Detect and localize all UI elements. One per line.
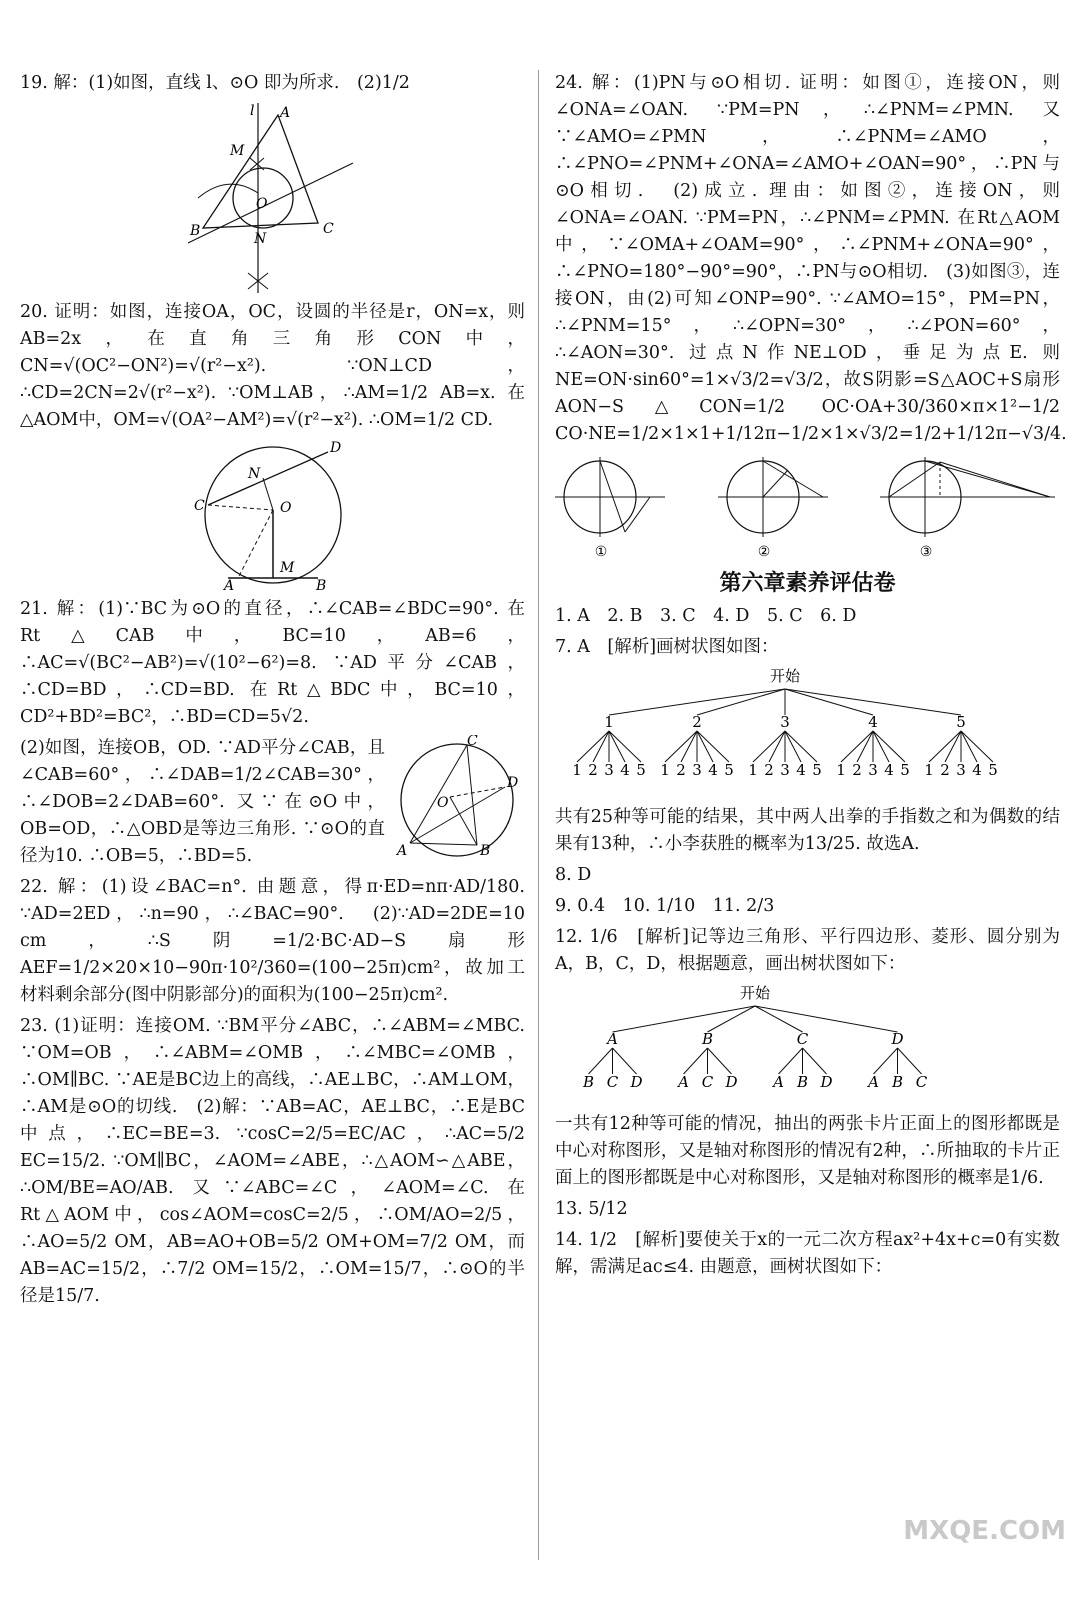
tree1-leaf: 5 (636, 761, 646, 779)
figure-20-circle-chords (188, 440, 358, 590)
tree-diagram-2 (555, 982, 955, 1102)
answers-1-6: 1. A 2. B 3. C 4. D 5. C 6. D (555, 606, 857, 626)
answer-7: 7. A [解析]画树状图如图： (555, 637, 779, 657)
tree-diagram-1 (555, 665, 1015, 795)
answer-12: 12. 1/6 [解析]记等边三角形、平行四边形、菱形、圆分别为A，B，C，D，根据题意，画出树状图如下： (555, 927, 1060, 974)
label-A: A (397, 843, 408, 859)
tree2-node: D (891, 1030, 904, 1048)
tree1-leaf: 4 (884, 761, 894, 779)
label-B: B (480, 843, 491, 859)
tree1-leaf: 4 (620, 761, 630, 779)
tree1-branch (785, 689, 873, 715)
tree1-leaf: 3 (604, 761, 614, 779)
tree1-leaf-branch (873, 731, 905, 762)
tree1-leaf-branch (593, 731, 609, 762)
tree1-leaf: 1 (660, 761, 670, 779)
answer-12-explanation: 一共有12种等可能的情况，抽出的两张卡片正面上的图形都既是中心对称图形，又是轴对称图形的情况有2种，∴所抽取的卡片正面上的图形都既是中心对称图形，又是轴对称图形的概率是1/6. (555, 1114, 1060, 1188)
label-A: A (223, 578, 234, 590)
tree1-leaf: 3 (780, 761, 790, 779)
tree2-leaf-branch (803, 1048, 827, 1074)
tree1-node: 4 (868, 713, 878, 731)
tree1-node: 3 (780, 713, 790, 731)
answer-21-part2: (2)如图，连接OB，OD. ∵AD平分∠CAB，且∠CAB=60°，∴∠DAB=1/2∠CAB=30°，∴∠DOB=2∠DAB=60°. 又∵在⊙O中，OB=OD，∴△OBD是等边三角形. ∵⊙O的直径为10. ∴OB=5，∴BD=5. (20, 738, 385, 866)
tree1-leaf-branch (785, 731, 817, 762)
label-A: A (279, 105, 290, 121)
figure-24-1 (555, 452, 675, 562)
tree1-leaf-branch (577, 731, 609, 762)
tree2-leaf-branch (684, 1048, 708, 1074)
tree1-leaf-branch (929, 731, 961, 762)
label-B: B (189, 223, 200, 239)
label-D: D (507, 775, 519, 791)
tree2-node: C (796, 1030, 809, 1048)
figure-label-3: ③ (919, 544, 933, 560)
tree1-leaf-branch (681, 731, 697, 762)
tree1-leaf: 4 (796, 761, 806, 779)
tree2-node: A (607, 1030, 618, 1048)
figure-24-3 (880, 452, 1060, 562)
answers-9-11: 9. 0.4 10. 1/10 11. 2/3 (555, 896, 775, 916)
label-C: C (193, 498, 205, 514)
tree2-leaf: B (891, 1073, 904, 1091)
answer-13: 13. 5/12 (555, 1199, 628, 1219)
tree1-leaf-branch (961, 731, 977, 762)
tree2-leaf: C (606, 1073, 619, 1091)
tree2-leaf: B (796, 1073, 809, 1091)
tree1-leaf: 4 (708, 761, 718, 779)
tree2-leaf-branch (708, 1048, 732, 1074)
label-N: N (253, 231, 266, 247)
tree2-root: 开始 (739, 984, 771, 1002)
label-O: O (437, 795, 449, 811)
tree2-branch (613, 1006, 756, 1032)
tree1-leaf-branch (945, 731, 961, 762)
tree1-leaf: 1 (924, 761, 934, 779)
tree1-leaf: 5 (812, 761, 822, 779)
tree2-leaf-branch (779, 1048, 803, 1074)
label-D: D (329, 440, 341, 456)
tree1-node: 2 (692, 713, 702, 731)
tree1-leaf: 5 (724, 761, 734, 779)
tree1-leaf: 2 (764, 761, 774, 779)
figure-label-1: ① (594, 544, 608, 560)
tree1-leaf: 1 (836, 761, 846, 779)
tree1-leaf-branch (769, 731, 785, 762)
tree1-leaf-branch (697, 731, 713, 762)
tree1-leaf: 1 (748, 761, 758, 779)
column-divider (538, 70, 539, 1560)
answer-19: 19. 解：(1)如图，直线 l、⊙O 即为所求. (2)1/2 (20, 73, 410, 93)
tree1-leaf: 2 (588, 761, 598, 779)
tree1-branch (697, 689, 785, 715)
tree1-leaf: 2 (940, 761, 950, 779)
tree2-leaf: C (915, 1073, 928, 1091)
tree1-leaf: 2 (852, 761, 862, 779)
label-M: M (279, 560, 294, 576)
figure-24-row (555, 452, 1060, 562)
tree1-node: 1 (604, 713, 614, 731)
left-column (20, 70, 525, 1314)
tree2-leaf: A (678, 1073, 689, 1091)
tree1-leaf: 5 (988, 761, 998, 779)
tree1-leaf-branch (609, 731, 641, 762)
label-B: B (315, 578, 326, 590)
tree1-leaf-branch (609, 731, 625, 762)
tree2-leaf-branch (874, 1048, 898, 1074)
answer-8: 8. D (555, 865, 592, 885)
tree2-leaf-branch (613, 1048, 637, 1074)
answer-20: 20. 证明：如图，连接OA，OC，设圆的半径是r，ON=x，则AB=2x，在直角三角形CON中，CN=√(OC²−ON²)=√(r²−x²). ∵ON⊥CD，∴CD=2CN=2√(r²−x²). ∵OM⊥AB，∴AM=1/2 AB=x. 在△AOM中，OM=√(OA²−AM²)=√(r²−x²). ∴OM=1/2 CD. (20, 302, 525, 430)
watermark-logo: MXQE.COM (903, 1516, 1066, 1546)
tree2-leaf: A (773, 1073, 784, 1091)
answer-23: 23. (1)证明：连接OM. ∵BM平分∠ABC，∴∠ABM=∠MBC. ∵OM=OB，∴∠ABM=∠OMB，∴∠MBC=∠OMB，∴OM∥BC. ∵AE是BC边上的高线，∴AE⊥BC，∴AM⊥OM，∴AM是⊙O的切线. (2)解：∵AB=AC，AE⊥BC，∴E是BC中点，∴EC=BE=3. ∵cosC=2/5=EC/AC，∴AC=5/2 EC=15/2. ∵OM∥BC，∠AOM=∠ABE，∴△AOM∽△ABE，∴OM/BE=AO/AB. 又∵∠ABC=∠C，∠AOM=∠C. 在Rt△AOM中，cos∠AOM=cosC=2/5，∴OM/AO=2/5，∴AO=5/2 OM，AB=AO+OB=5/2 OM+OM=7/2 OM，而AB=AC=15/2，∴7/2 OM=15/2，∴OM=15/7，∴⊙O的半径是15/7. (20, 1016, 525, 1306)
figure-21-circle (395, 735, 525, 865)
tree1-leaf-branch (873, 731, 889, 762)
right-column (555, 70, 1067, 1285)
label-O: O (255, 196, 267, 212)
tree2-branch (755, 1006, 898, 1032)
figure-label-2: ② (757, 544, 770, 560)
label-C: C (322, 221, 334, 237)
tree2-leaf-branch (589, 1048, 613, 1074)
answer-21-part1: 21. 解：(1)∵BC为⊙O的直径，∴∠CAB=∠BDC=90°. 在Rt△CAB中，BC=10，AB=6，∴AC=√(BC²−AB²)=√(10²−6²)=8. ∵AD平分∠CAB，∴CD=BD，∴CD=BD. 在Rt△BDC中，BC=10，CD²+BD²=BC²，∴BD=CD=5√2. (20, 599, 525, 727)
tree1-leaf-branch (785, 731, 801, 762)
tree1-leaf-branch (697, 731, 729, 762)
tree1-root: 开始 (769, 667, 801, 685)
tree1-leaf-branch (841, 731, 873, 762)
label-C: C (467, 735, 478, 749)
tree1-leaf: 4 (972, 761, 982, 779)
tree1-leaf-branch (753, 731, 785, 762)
answer-21-part2-row (20, 735, 525, 874)
figure-24-2 (718, 452, 838, 562)
tree1-leaf-branch (961, 731, 993, 762)
tree1-leaf: 2 (676, 761, 686, 779)
label-l: l (249, 103, 254, 119)
tree2-leaf: B (582, 1073, 595, 1091)
tree1-leaf: 3 (692, 761, 702, 779)
tree1-leaf: 3 (956, 761, 966, 779)
chapter-title: 第六章素养评估卷 (719, 571, 896, 596)
tree2-leaf-branch (898, 1048, 922, 1074)
label-O: O (279, 500, 291, 516)
tree1-leaf: 3 (868, 761, 878, 779)
tree2-leaf: D (725, 1073, 738, 1091)
answer-7-explanation: 共有25种等可能的结果，其中两人出拳的手指数之和为偶数的结果有13种，∴小李获胜的概率为13/25. 故选A. (555, 807, 1060, 854)
figure-19-triangle-circle (188, 103, 358, 293)
tree1-leaf-branch (665, 731, 697, 762)
tree2-leaf: D (820, 1073, 833, 1091)
tree1-node: 5 (956, 713, 966, 731)
tree2-leaf: C (701, 1073, 714, 1091)
tree2-leaf: A (868, 1073, 879, 1091)
tree1-branch (609, 689, 785, 715)
answer-14: 14. 1/2 [解析]要使关于x的一元二次方程ax²+4x+c=0有实数解，需满足ac≤4. 由题意，画树状图如下： (555, 1230, 1060, 1277)
answer-24: 24. 解：(1)PN与⊙O相切. 证明：如图①，连接ON，则∠ONA=∠OAN. ∵PM=PN，∴∠PNM=∠PMN. 又∵∠AMO=∠PMN，∴∠PNM=∠AMO，∴∠PNO=∠PNM+∠ONA=∠AMO+∠OAN=90°，∴PN与⊙O相切. (2)成立. 理由：如图②，连接ON，则∠ONA=∠OAN. ∵PM=PN，∴∠PNM=∠PMN. 在Rt△AOM中，∵∠OMA+∠OAM=90°，∴∠PNM+∠ONA=90°，∴∠PNO=180°−90°=90°，∴PN与⊙O相切. (3)如图③，连接ON，由(2)可知∠ONP=90°. ∵∠AMO=15°，PM=PN，∴∠PNM=15°，∴∠OPN=30°，∴∠PON=60°，∴∠AON=30°. 过点N作NE⊥OD，垂足为点E. 则NE=ON·sin60°=1×√3/2=√3/2，故S阴影=S△AOC+S扇形AON−S△CON=1/2 OC·OA+30/360×π×1²−1/2 CO·NE=1/2×1×1+1/12π−1/2×1×√3/2=1/2+1/12π−√3/4. (555, 73, 1067, 444)
answer-22: 22. 解：(1)设∠BAC=n°. 由题意，得π·ED=nπ·AD/180. ∵AD=2ED，∴n=90，∴∠BAC=90°. (2)∵AD=2DE=10 cm，∴S阴=1/2·BC·AD−S扇形AEF=1/2×20×10−90π·10²/360=(100−25π)cm²，故加工材料剩余部分(图中阴影部分)的面积为(100−25π)cm². (20, 877, 525, 1005)
tree2-node: B (701, 1030, 714, 1048)
tree1-leaf: 5 (900, 761, 910, 779)
tree1-leaf: 1 (572, 761, 582, 779)
label-M: M (229, 143, 244, 159)
tree1-branch (785, 689, 961, 715)
tree2-leaf: D (630, 1073, 643, 1091)
label-N: N (247, 466, 260, 482)
tree1-leaf-branch (857, 731, 873, 762)
